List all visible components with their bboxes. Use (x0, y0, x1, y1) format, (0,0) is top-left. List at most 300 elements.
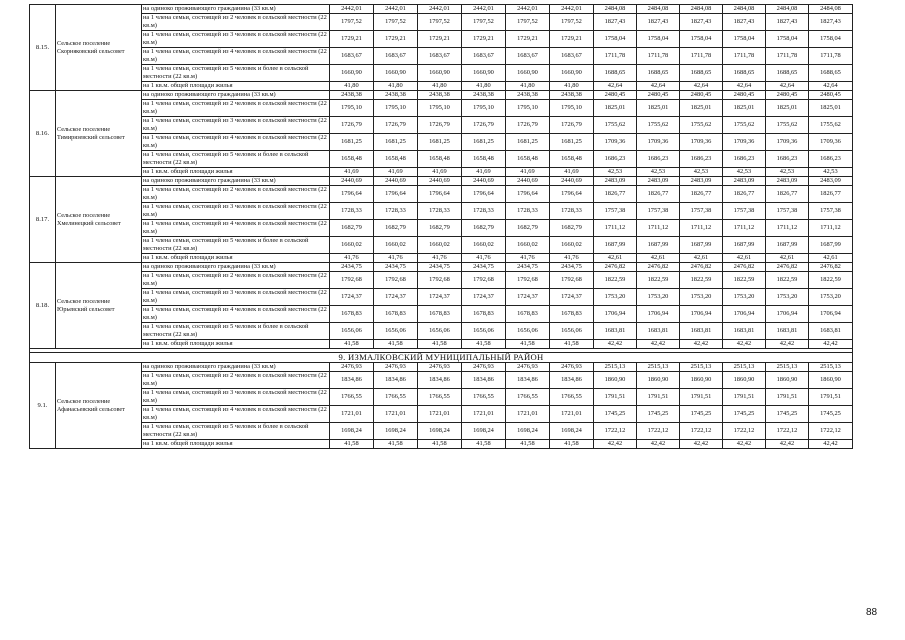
value-cell: 1660,02 (550, 237, 594, 254)
value-cell: 1683,67 (418, 48, 462, 65)
value-cell: 1834,86 (550, 372, 594, 389)
norm-description: на 1 кв.м. общей площади жилья (142, 82, 330, 91)
value-cell: 1758,04 (594, 31, 637, 48)
value-cell: 1709,36 (766, 134, 809, 151)
table-row (30, 48, 853, 65)
value-cell: 1796,64 (418, 186, 462, 203)
value-cell: 2438,38 (374, 91, 418, 100)
value-cell: 1711,12 (766, 220, 809, 237)
table-row (30, 91, 853, 100)
value-cell: 2515,13 (723, 363, 766, 372)
document-page (29, 4, 853, 449)
value-cell: 2438,38 (506, 91, 550, 100)
value-cell: 41,76 (462, 254, 506, 263)
value-cell: 1827,43 (594, 14, 637, 31)
value-cell: 1688,65 (766, 65, 809, 82)
value-cell: 1755,62 (680, 117, 723, 134)
table-row (30, 168, 853, 177)
value-cell: 1757,38 (680, 203, 723, 220)
table-row (30, 65, 853, 82)
value-cell: 1660,02 (330, 237, 374, 254)
value-cell: 1758,04 (766, 31, 809, 48)
value-cell: 1834,86 (462, 372, 506, 389)
value-cell: 1656,06 (462, 323, 506, 340)
value-cell: 41,58 (418, 340, 462, 349)
table-body (30, 5, 853, 449)
value-cell: 1755,62 (637, 117, 680, 134)
value-cell: 1826,77 (766, 186, 809, 203)
value-cell: 2515,13 (637, 363, 680, 372)
value-cell: 2476,93 (462, 363, 506, 372)
value-cell: 1860,90 (680, 372, 723, 389)
value-cell: 1822,59 (680, 272, 723, 289)
table-row (30, 372, 853, 389)
value-cell: 2438,38 (462, 91, 506, 100)
table-row (30, 186, 853, 203)
value-cell: 1688,65 (723, 65, 766, 82)
value-cell: 1687,99 (809, 237, 853, 254)
value-cell: 1709,36 (594, 134, 637, 151)
value-cell: 1795,10 (330, 100, 374, 117)
value-cell: 1755,62 (766, 117, 809, 134)
value-cell: 2483,09 (637, 177, 680, 186)
value-cell: 1766,55 (418, 389, 462, 406)
value-cell: 42,61 (594, 254, 637, 263)
value-cell: 1711,12 (723, 220, 766, 237)
table-row (30, 177, 853, 186)
value-cell: 1826,77 (809, 186, 853, 203)
value-cell: 2515,13 (809, 363, 853, 372)
value-cell: 1795,10 (374, 100, 418, 117)
value-cell: 2440,69 (330, 177, 374, 186)
value-cell: 2483,09 (809, 177, 853, 186)
value-cell: 1660,02 (506, 237, 550, 254)
value-cell: 1706,94 (809, 306, 853, 323)
table-row (30, 389, 853, 406)
value-cell: 1791,51 (766, 389, 809, 406)
value-cell: 1726,79 (506, 117, 550, 134)
value-cell: 41,58 (550, 440, 594, 449)
value-cell: 2442,01 (550, 5, 594, 14)
value-cell: 1682,79 (462, 220, 506, 237)
value-cell: 1721,01 (330, 406, 374, 423)
value-cell: 1822,59 (809, 272, 853, 289)
value-cell: 42,53 (766, 168, 809, 177)
value-cell: 1860,90 (637, 372, 680, 389)
value-cell: 2434,75 (330, 263, 374, 272)
value-cell: 1792,68 (418, 272, 462, 289)
value-cell: 1726,79 (550, 117, 594, 134)
value-cell: 2440,69 (550, 177, 594, 186)
value-cell: 2442,01 (506, 5, 550, 14)
table-row (30, 254, 853, 263)
norm-description: на 1 члена семьи, состоящей из 5 человек и более в сельской местности (22 кв.м) (142, 237, 330, 254)
value-cell: 1728,33 (330, 203, 374, 220)
value-cell: 1826,77 (680, 186, 723, 203)
value-cell: 1687,99 (594, 237, 637, 254)
value-cell: 41,80 (462, 82, 506, 91)
value-cell: 1724,37 (506, 289, 550, 306)
table-row (30, 340, 853, 349)
value-cell: 1755,62 (594, 117, 637, 134)
value-cell: 41,58 (374, 440, 418, 449)
value-cell: 1745,25 (809, 406, 853, 423)
value-cell: 41,58 (330, 440, 374, 449)
value-cell: 41,80 (374, 82, 418, 91)
value-cell: 1860,90 (594, 372, 637, 389)
value-cell: 41,76 (418, 254, 462, 263)
norm-description: на 1 члена семьи, состоящей из 4 человек в сельской местности (22 кв.м) (142, 134, 330, 151)
value-cell: 42,42 (723, 440, 766, 449)
value-cell: 1796,64 (374, 186, 418, 203)
value-cell: 2480,45 (637, 91, 680, 100)
value-cell: 2480,45 (680, 91, 723, 100)
value-cell: 1656,06 (550, 323, 594, 340)
value-cell: 1753,20 (766, 289, 809, 306)
value-cell: 1724,37 (550, 289, 594, 306)
norm-description: на 1 кв.м. общей площади жилья (142, 254, 330, 263)
norm-description: на 1 кв.м. общей площади жилья (142, 168, 330, 177)
table-row (30, 14, 853, 31)
value-cell: 1706,94 (723, 306, 766, 323)
value-cell: 1722,12 (809, 423, 853, 440)
value-cell: 1792,68 (374, 272, 418, 289)
value-cell: 2483,09 (594, 177, 637, 186)
value-cell: 1797,52 (462, 14, 506, 31)
value-cell: 1660,90 (374, 65, 418, 82)
value-cell: 2476,93 (330, 363, 374, 372)
norm-description: на одиноко проживающего гражданина (33 кв.м) (142, 91, 330, 100)
value-cell: 1683,81 (809, 323, 853, 340)
value-cell: 41,58 (462, 340, 506, 349)
value-cell: 1822,59 (637, 272, 680, 289)
value-cell: 1745,25 (680, 406, 723, 423)
value-cell: 1658,48 (550, 151, 594, 168)
table-row (30, 82, 853, 91)
value-cell: 41,76 (550, 254, 594, 263)
value-cell: 1656,06 (418, 323, 462, 340)
settlement-code: 8.18. (30, 263, 56, 349)
value-cell: 1721,01 (462, 406, 506, 423)
value-cell: 2476,93 (374, 363, 418, 372)
value-cell: 1721,01 (550, 406, 594, 423)
value-cell: 1698,24 (418, 423, 462, 440)
value-cell: 1726,79 (418, 117, 462, 134)
value-cell: 41,58 (374, 340, 418, 349)
value-cell: 41,76 (374, 254, 418, 263)
value-cell: 1745,25 (637, 406, 680, 423)
value-cell: 42,53 (637, 168, 680, 177)
value-cell: 1711,78 (680, 48, 723, 65)
value-cell: 1729,21 (550, 31, 594, 48)
value-cell: 1683,67 (550, 48, 594, 65)
table-row (30, 423, 853, 440)
value-cell: 2476,82 (680, 263, 723, 272)
table-row (30, 31, 853, 48)
value-cell: 1660,02 (374, 237, 418, 254)
value-cell: 2442,01 (462, 5, 506, 14)
value-cell: 1682,79 (506, 220, 550, 237)
norm-description: на одиноко проживающего гражданина (33 кв.м) (142, 177, 330, 186)
value-cell: 1826,77 (723, 186, 766, 203)
table-row (30, 134, 853, 151)
value-cell: 41,58 (462, 440, 506, 449)
value-cell: 1686,23 (594, 151, 637, 168)
value-cell: 1678,83 (374, 306, 418, 323)
settlement-name: Сельское поселение Афанасьевский сельсовет (56, 363, 142, 449)
value-cell: 1686,23 (680, 151, 723, 168)
value-cell: 1682,79 (374, 220, 418, 237)
value-cell: 2483,09 (680, 177, 723, 186)
value-cell: 1825,01 (766, 100, 809, 117)
value-cell: 2484,08 (594, 5, 637, 14)
value-cell: 42,53 (809, 168, 853, 177)
value-cell: 1753,20 (594, 289, 637, 306)
table-row (30, 100, 853, 117)
table-row (30, 151, 853, 168)
value-cell: 1791,51 (594, 389, 637, 406)
value-cell: 42,53 (594, 168, 637, 177)
norm-description: на 1 члена семьи, состоящей из 3 человек в сельской местности (22 кв.м) (142, 203, 330, 220)
value-cell: 1688,65 (594, 65, 637, 82)
value-cell: 1688,65 (680, 65, 723, 82)
value-cell: 42,61 (809, 254, 853, 263)
value-cell: 1678,83 (418, 306, 462, 323)
value-cell: 1755,62 (809, 117, 853, 134)
value-cell: 1688,65 (637, 65, 680, 82)
value-cell: 42,61 (637, 254, 680, 263)
value-cell: 42,61 (766, 254, 809, 263)
value-cell: 1822,59 (723, 272, 766, 289)
value-cell: 2515,13 (766, 363, 809, 372)
value-cell: 1711,78 (723, 48, 766, 65)
value-cell: 1722,12 (594, 423, 637, 440)
value-cell: 1792,68 (550, 272, 594, 289)
value-cell: 41,58 (330, 340, 374, 349)
value-cell: 1658,48 (506, 151, 550, 168)
norm-description: на 1 члена семьи, состоящей из 5 человек и более в сельской местности (22 кв.м) (142, 423, 330, 440)
settlement-name: Сельское поселение Тимирязевский сельсовет (56, 91, 142, 177)
table-row (30, 263, 853, 272)
value-cell: 2434,75 (550, 263, 594, 272)
value-cell: 1656,06 (506, 323, 550, 340)
value-cell: 41,80 (330, 82, 374, 91)
value-cell: 1682,79 (418, 220, 462, 237)
value-cell: 1753,20 (809, 289, 853, 306)
value-cell: 1660,02 (418, 237, 462, 254)
value-cell: 2484,08 (766, 5, 809, 14)
value-cell: 1660,90 (550, 65, 594, 82)
value-cell: 1683,67 (462, 48, 506, 65)
value-cell: 1755,62 (723, 117, 766, 134)
norm-description: на одиноко проживающего гражданина (33 кв.м) (142, 363, 330, 372)
value-cell: 1658,48 (374, 151, 418, 168)
value-cell: 1686,23 (809, 151, 853, 168)
value-cell: 1791,51 (723, 389, 766, 406)
norm-description: на 1 члена семьи, состоящей из 2 человек в сельской местности (22 кв.м) (142, 272, 330, 289)
value-cell: 1745,25 (594, 406, 637, 423)
value-cell: 1827,43 (809, 14, 853, 31)
value-cell: 1698,24 (330, 423, 374, 440)
value-cell: 1681,25 (462, 134, 506, 151)
value-cell: 2483,09 (766, 177, 809, 186)
value-cell: 1683,81 (594, 323, 637, 340)
value-cell: 1797,52 (550, 14, 594, 31)
value-cell: 1681,25 (418, 134, 462, 151)
value-cell: 1683,67 (506, 48, 550, 65)
value-cell: 42,42 (637, 340, 680, 349)
value-cell: 42,42 (766, 440, 809, 449)
value-cell: 1688,65 (809, 65, 853, 82)
value-cell: 1686,23 (766, 151, 809, 168)
value-cell: 2480,45 (766, 91, 809, 100)
value-cell: 1753,20 (723, 289, 766, 306)
value-cell: 42,42 (809, 440, 853, 449)
value-cell: 1683,81 (766, 323, 809, 340)
value-cell: 2515,13 (594, 363, 637, 372)
settlement-name: Сельское поселение Скорняковский сельсовет (56, 5, 142, 91)
value-cell: 1797,52 (330, 14, 374, 31)
value-cell: 1729,21 (418, 31, 462, 48)
value-cell: 41,69 (506, 168, 550, 177)
value-cell: 1678,83 (550, 306, 594, 323)
value-cell: 1658,48 (462, 151, 506, 168)
table-row (30, 363, 853, 372)
norm-description: на 1 члена семьи, состоящей из 3 человек в сельской местности (22 кв.м) (142, 389, 330, 406)
value-cell: 1728,33 (374, 203, 418, 220)
value-cell: 1795,10 (418, 100, 462, 117)
value-cell: 41,58 (506, 440, 550, 449)
table-row (30, 237, 853, 254)
value-cell: 1682,79 (330, 220, 374, 237)
norm-description: на 1 члена семьи, состоящей из 4 человек в сельской местности (22 кв.м) (142, 220, 330, 237)
value-cell: 42,64 (723, 82, 766, 91)
value-cell: 1826,77 (637, 186, 680, 203)
value-cell: 1797,52 (418, 14, 462, 31)
value-cell: 1660,90 (418, 65, 462, 82)
value-cell: 1687,99 (637, 237, 680, 254)
value-cell: 1726,79 (462, 117, 506, 134)
value-cell: 1827,43 (637, 14, 680, 31)
norm-description: на 1 члена семьи, состоящей из 2 человек в сельской местности (22 кв.м) (142, 186, 330, 203)
value-cell: 1827,43 (766, 14, 809, 31)
value-cell: 2480,45 (594, 91, 637, 100)
value-cell: 41,76 (506, 254, 550, 263)
value-cell: 2440,69 (462, 177, 506, 186)
value-cell: 1724,37 (330, 289, 374, 306)
value-cell: 42,42 (680, 440, 723, 449)
value-cell: 1711,78 (594, 48, 637, 65)
settlement-code: 8.16. (30, 91, 56, 177)
value-cell: 1658,48 (418, 151, 462, 168)
value-cell: 1791,51 (637, 389, 680, 406)
value-cell: 41,80 (550, 82, 594, 91)
value-cell: 41,69 (462, 168, 506, 177)
value-cell: 2476,82 (766, 263, 809, 272)
value-cell: 1681,25 (330, 134, 374, 151)
value-cell: 2442,01 (374, 5, 418, 14)
norm-description: на одиноко проживающего гражданина (33 кв.м) (142, 263, 330, 272)
value-cell: 1681,25 (374, 134, 418, 151)
value-cell: 1825,01 (680, 100, 723, 117)
value-cell: 1796,64 (506, 186, 550, 203)
value-cell: 1834,86 (374, 372, 418, 389)
value-cell: 1656,06 (374, 323, 418, 340)
value-cell: 1792,68 (462, 272, 506, 289)
norm-description: на 1 члена семьи, состоящей из 3 человек в сельской местности (22 кв.м) (142, 117, 330, 134)
value-cell: 1757,38 (809, 203, 853, 220)
norm-description: на 1 члена семьи, состоящей из 2 человек в сельской местности (22 кв.м) (142, 14, 330, 31)
value-cell: 2483,09 (723, 177, 766, 186)
value-cell: 1698,24 (506, 423, 550, 440)
value-cell: 42,42 (723, 340, 766, 349)
value-cell: 1698,24 (374, 423, 418, 440)
value-cell: 1686,23 (637, 151, 680, 168)
value-cell: 42,61 (723, 254, 766, 263)
value-cell: 1721,01 (418, 406, 462, 423)
value-cell: 1757,38 (723, 203, 766, 220)
value-cell: 2434,75 (374, 263, 418, 272)
value-cell: 1728,33 (506, 203, 550, 220)
value-cell: 1766,55 (506, 389, 550, 406)
value-cell: 2476,82 (637, 263, 680, 272)
value-cell: 2484,08 (637, 5, 680, 14)
value-cell: 1766,55 (374, 389, 418, 406)
value-cell: 1766,55 (550, 389, 594, 406)
value-cell: 2476,93 (418, 363, 462, 372)
value-cell: 1683,67 (330, 48, 374, 65)
value-cell: 1687,99 (723, 237, 766, 254)
value-cell: 1721,01 (506, 406, 550, 423)
value-cell: 1683,81 (637, 323, 680, 340)
value-cell: 1822,59 (594, 272, 637, 289)
value-cell: 1678,83 (506, 306, 550, 323)
value-cell: 41,80 (506, 82, 550, 91)
value-cell: 41,69 (330, 168, 374, 177)
value-cell: 42,64 (637, 82, 680, 91)
value-cell: 1698,24 (462, 423, 506, 440)
table-row (30, 323, 853, 340)
value-cell: 1791,51 (680, 389, 723, 406)
value-cell: 1797,52 (506, 14, 550, 31)
value-cell: 2438,38 (330, 91, 374, 100)
table-row (30, 117, 853, 134)
value-cell: 1709,36 (637, 134, 680, 151)
value-cell: 2438,38 (418, 91, 462, 100)
value-cell: 2476,93 (506, 363, 550, 372)
value-cell: 1706,94 (594, 306, 637, 323)
value-cell: 1758,04 (723, 31, 766, 48)
value-cell: 41,69 (550, 168, 594, 177)
value-cell: 1728,33 (550, 203, 594, 220)
value-cell: 42,42 (594, 440, 637, 449)
value-cell: 42,64 (766, 82, 809, 91)
value-cell: 1766,55 (462, 389, 506, 406)
value-cell: 42,42 (637, 440, 680, 449)
value-cell: 1711,12 (594, 220, 637, 237)
value-cell: 1753,20 (680, 289, 723, 306)
value-cell: 1658,48 (330, 151, 374, 168)
value-cell: 2476,82 (723, 263, 766, 272)
value-cell: 2434,75 (418, 263, 462, 272)
value-cell: 42,42 (680, 340, 723, 349)
value-cell: 42,42 (809, 340, 853, 349)
value-cell: 2484,08 (723, 5, 766, 14)
value-cell: 1711,78 (809, 48, 853, 65)
value-cell: 1825,01 (723, 100, 766, 117)
value-cell: 1758,04 (809, 31, 853, 48)
value-cell: 1757,38 (637, 203, 680, 220)
